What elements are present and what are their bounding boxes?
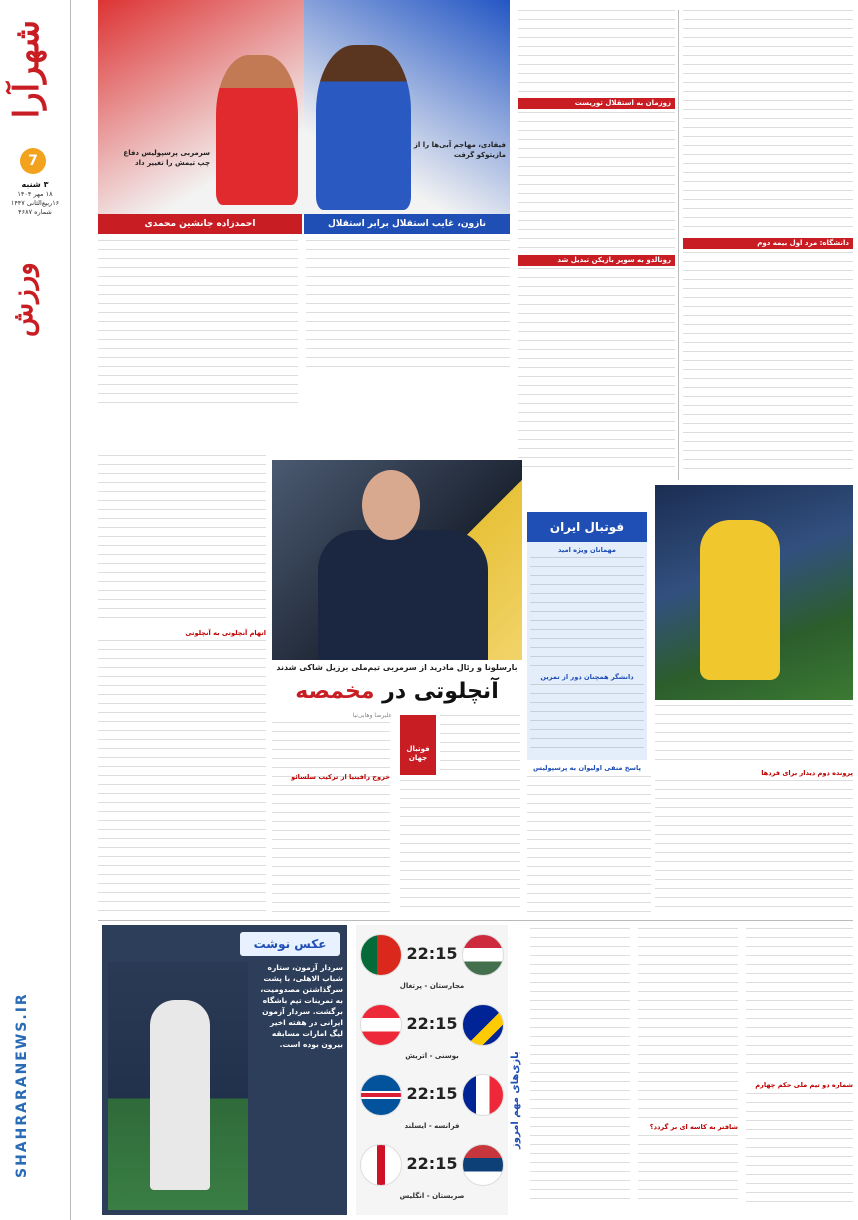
col1-body-2 — [683, 252, 853, 477]
hero-section — [98, 0, 510, 310]
hungary-flag-icon — [462, 934, 504, 976]
esteghlal-player-photo — [316, 45, 411, 210]
france-flag-icon — [462, 1074, 504, 1116]
hero-title-left: احمدزاده جانشین محمدی — [98, 214, 302, 234]
portugal-flag-icon — [360, 934, 402, 976]
match-name: صربستان - انگلیس — [399, 1192, 465, 1200]
col2-body-3 — [518, 268, 675, 468]
headline-accent: مخمصه — [295, 679, 375, 704]
photo-caption-header: عکس نوشت — [240, 932, 340, 956]
anc-subhead-2: خروج رافینیا از ترکیب سلسائو — [291, 773, 390, 781]
match-name: مجارستان - پرتغال — [399, 982, 465, 990]
hero-caption-left: سرمربی پرسپولیس دفاع چپ تیمش را تغییر داد — [123, 149, 210, 167]
iran-subhead-3: پاسخ منفی اولیوان به پرسپولیس — [533, 764, 641, 772]
ancelotti-suit — [318, 530, 488, 660]
col1-body-3 — [655, 780, 853, 915]
bottom-col-2b — [638, 1135, 738, 1205]
website-url[interactable]: SHAHRARANEWS.IR — [14, 992, 30, 1178]
newspaper-logo: شهرآرا — [7, 20, 47, 119]
austria-flag-icon — [360, 1004, 402, 1046]
hero-body-left — [98, 240, 298, 405]
iran-subhead-1: مهمانان ویژه امید — [558, 546, 616, 554]
col1-subhead-2: پرونده دوم دیدار برای فردها — [761, 769, 853, 777]
anc-subhead-1: اتهام آنچلوتی به آنچلوتی — [185, 629, 266, 637]
rail-divider — [70, 0, 71, 1220]
page-number: 7 — [20, 148, 46, 174]
ancelotti-headline — [272, 677, 522, 707]
issue-day: ۳ شنبه — [21, 180, 49, 189]
issue-date-lunar: ۱۶ربیع‌الثانی ۱۴۴۷ — [10, 199, 60, 207]
bosnia-flag-icon — [462, 1004, 504, 1046]
anc-left-body-1 — [98, 455, 266, 620]
anc-mid-body-3 — [440, 715, 520, 775]
azmoun-figure — [150, 1000, 210, 1190]
match-time: 22:15 — [406, 1154, 458, 1173]
col1-body-1 — [683, 10, 853, 235]
issue-date-solar: ۱۸ مهر ۱۴۰۴ — [17, 190, 53, 198]
bottom-col-2 — [638, 928, 738, 1118]
match-name: فرانسه - ایسلند — [404, 1122, 460, 1130]
iran-body-2 — [530, 684, 644, 756]
ancelotti-subtitle: بارسلونا و رئال مادرید از سرمربی تیم‌ملی برزیل شاکی شدند — [276, 663, 518, 672]
goalkeeper-figure — [700, 520, 780, 680]
issue-number: شماره ۴۶۸۷ — [18, 208, 52, 216]
iran-subhead-2: دانشگر همچنان دور از تمرین — [540, 673, 634, 681]
match-time: 22:15 — [406, 1084, 458, 1103]
photo-caption-text: سردار آزمون، ستاره شباب الاهلی، با پشت سرگذاشتن مصدومیت، به تمرینات تیم باشگاه برگشت. سردار آزمون ایرانی در هفته اخیر لیگ امارات مسابقه بیرون بوده است. — [260, 963, 343, 1049]
bottom-col-1b — [746, 1093, 853, 1205]
iran-football-header: فوتبال ایران — [527, 512, 647, 542]
col2-body-2 — [518, 112, 675, 252]
bottom-col-3 — [530, 928, 630, 1203]
col2-subhead-1: زوزمان به استقلال توریست — [518, 98, 675, 109]
iceland-flag-icon — [360, 1074, 402, 1116]
iran-body-1 — [530, 557, 644, 667]
match-card — [358, 1140, 506, 1208]
iran-body-3 — [527, 776, 651, 914]
bottom-subhead-2: شماره دو تیم ملی حکم چهارم — [755, 1081, 853, 1089]
col2-subhead-2: رونالدو به سوپر بازیکن تبدیل شد — [518, 255, 675, 266]
ancelotti-head — [362, 470, 420, 540]
anc-mid-body-2 — [400, 780, 520, 912]
anc-mid-body-1 — [272, 722, 390, 912]
bottom-divider — [98, 920, 853, 921]
keeper-caption — [655, 705, 853, 765]
match-card — [358, 1070, 506, 1138]
col1-subhead-1: دانشگاه: مرد اول بیمه دوم — [683, 238, 853, 249]
match-name: بوسنی - اتریش — [405, 1052, 459, 1060]
hero-title-right: نازون، غایب استقلال برابر استقلال — [304, 214, 510, 234]
anc-left-body-2 — [98, 640, 266, 912]
match-time: 22:15 — [406, 944, 458, 963]
match-time: 22:15 — [406, 1014, 458, 1033]
section-title: ورزش — [6, 262, 39, 338]
col2-body-1 — [518, 10, 675, 95]
match-card — [358, 1000, 506, 1068]
hero-body-right — [306, 240, 510, 375]
hero-caption-right: فیفادی، مهاجم آبی‌ها را از مازیتوکو گرفت — [413, 141, 506, 159]
headline-plain: آنچلوتی در — [382, 679, 499, 704]
matches-label: بازی‌های مهم امروز — [510, 1051, 521, 1149]
photo-credit: علیرضا وهابی‌نیا — [352, 712, 392, 719]
england-flag-icon — [360, 1144, 402, 1186]
bottom-col-1 — [746, 928, 853, 1076]
world-football-logo: فوتبال جهان — [400, 715, 436, 775]
issue-info — [6, 180, 64, 217]
bottom-subhead-1: شافتر به کاسه ای بر گردد؟ — [649, 1123, 738, 1131]
col-divider — [678, 10, 679, 480]
persepolis-player-photo — [216, 55, 298, 205]
serbia-flag-icon — [462, 1144, 504, 1186]
match-card — [358, 930, 506, 998]
